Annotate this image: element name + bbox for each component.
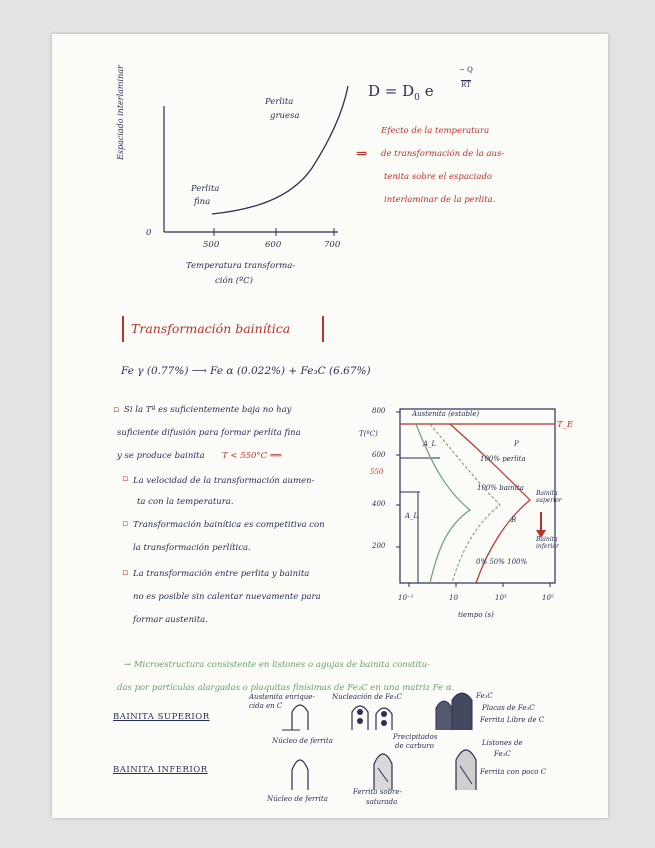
- ttt-y-200: 200: [372, 542, 386, 550]
- ttt-y-550: 550: [370, 468, 384, 476]
- ttt-p-label: P: [514, 440, 519, 448]
- austenita-enriquecida-2: cida en C: [249, 702, 283, 710]
- placas-label: Placas de Fe₃C: [482, 704, 535, 712]
- bullet-1-highlight: T < 550°C ⟹: [222, 451, 283, 461]
- tick-500: 500: [203, 240, 220, 250]
- ttt-a-lower: A_L: [405, 512, 419, 520]
- ttt-bainita-sup: Bainita superior: [536, 490, 562, 504]
- graph-x-label-2: ción (ºC): [215, 276, 253, 286]
- ttt-te-label: T_E: [557, 420, 574, 430]
- bullet-1-line-2: suficiente difusión para formar perlita fina: [117, 428, 301, 438]
- perlita-gruesa-label-2: gruesa: [270, 111, 300, 121]
- perlita-fina-label: Perlita: [191, 184, 220, 194]
- bullet-1-marker: ▫: [113, 405, 120, 415]
- tick-700: 700: [324, 240, 341, 250]
- graph-origin: 0: [146, 228, 152, 238]
- ttt-x-tick-4: 10⁵: [542, 594, 554, 602]
- bullet-2-line-1: La velocidad de la transformación aumen-: [133, 476, 315, 486]
- ttt-y-800: 800: [372, 407, 386, 415]
- nucleacion-label: Nucleación de Fe₃C: [332, 693, 402, 701]
- bullet-2-line-2: ta con la temperatura.: [137, 497, 234, 507]
- effect-line-1: Efecto de la temperatura: [381, 126, 490, 136]
- effect-arrow: ⇒: [356, 146, 368, 162]
- bullet-2-marker: ▫: [122, 474, 129, 484]
- austenita-enriquecida-1: Austenita enrique-: [249, 693, 315, 701]
- ttt-bainita-inf: Bainita inferior: [536, 536, 559, 550]
- effect-line-2: de transformación de la aus-: [381, 149, 505, 159]
- bullet-3-line-1: Transformación bainítica es competitiva con: [133, 520, 325, 530]
- ttt-x-tick-2: 10: [449, 594, 458, 602]
- ferrita-poco-c: Ferrita con poco C: [480, 768, 547, 776]
- tick-600: 600: [265, 240, 282, 250]
- effect-line-3: tenita sobre el espaciado: [384, 172, 492, 182]
- effect-line-4: interlaminar de la perlita.: [384, 195, 496, 205]
- ttt-x-label: tiempo (s): [458, 611, 494, 619]
- perlita-fina-label-2: fina: [194, 197, 211, 207]
- ttt-frame: [400, 409, 555, 583]
- listones-1: Listones de: [482, 739, 523, 747]
- bainita-superior-label: BAINITA SUPERIOR: [113, 712, 210, 722]
- bainita-inferior-sketch: [292, 750, 476, 790]
- ferrita-sobresaturada-2: saturada: [366, 798, 398, 806]
- nucleo-ferrita-sup: Núcleo de ferrita: [272, 737, 333, 745]
- formula-exponent-den: RT: [461, 81, 471, 89]
- ttt-y-600: 600: [372, 451, 386, 459]
- reaction-equation: Fe γ (0.77%) ⟶ Fe α (0.022%) + Fe₃C (6.67%): [121, 365, 371, 377]
- bainita-inferior-label: BAINITA INFERIOR: [113, 765, 208, 775]
- precipitados-1: Precipitados: [393, 733, 438, 741]
- ferrita-sobresaturada-1: Ferrita sobre-: [353, 788, 402, 796]
- bullet-4-line-3: formar austenita.: [133, 615, 208, 625]
- bullet-4-line-1: La transformación entre perlita y bainita: [133, 569, 310, 579]
- micro-note-line-1: → Microestructura consistente en listones o agujas de bainita constitu-: [124, 660, 430, 670]
- formula-exponent-num: − Q: [459, 66, 473, 74]
- section-title: Transformación bainítica: [131, 321, 291, 336]
- bullet-3-line-2: la transformación perlítica.: [133, 543, 251, 553]
- perlita-gruesa-label: Perlita: [265, 97, 294, 107]
- ttt-x-tick-1: 10⁻¹: [398, 594, 414, 602]
- listones-2: Fe₃C: [494, 750, 511, 758]
- graph-x-label: Temperatura transforma-: [186, 261, 296, 271]
- fe3c-label: Fe₃C: [476, 692, 493, 700]
- micro-note-line-2: das por partículas alargadas o plaquitas finísimas de Fe₃C en una matriz Fe α.: [117, 683, 455, 693]
- bullet-3-marker: ▫: [122, 519, 129, 529]
- ttt-b-label: B: [511, 516, 517, 524]
- ttt-x-tick-3: 10³: [495, 594, 507, 602]
- ttt-y-label: T(ºC): [359, 430, 378, 438]
- ferrita-libre-label: Ferrita Libre de C: [480, 716, 545, 724]
- ttt-y-400: 400: [372, 500, 386, 508]
- bullet-1-line-3: y se produce bainita: [117, 451, 205, 461]
- bullet-4-line-2: no es posible sin calentar nuevamente para: [133, 592, 321, 602]
- ttt-100-bainita: 100% bainita: [477, 484, 524, 492]
- precipitados-2: de carburo: [395, 742, 434, 750]
- diffusion-formula: $D = D_0$ e: [368, 82, 434, 103]
- ttt-bottom-pcts: 0% 50% 100%: [476, 558, 528, 566]
- ttt-100-perlita: 100% perlita: [480, 455, 526, 463]
- nucleo-ferrita-inf: Núcleo de ferrita: [267, 795, 328, 803]
- bullet-4-marker: ▫: [122, 568, 129, 578]
- ttt-title: Austenita (estable): [412, 410, 480, 418]
- bullet-1-line-1: Si la Tª es suficientemente baja no hay: [124, 405, 292, 415]
- graph-y-label: Espaciado interlaminar: [116, 65, 125, 160]
- ttt-a-upper: A_L: [423, 440, 437, 448]
